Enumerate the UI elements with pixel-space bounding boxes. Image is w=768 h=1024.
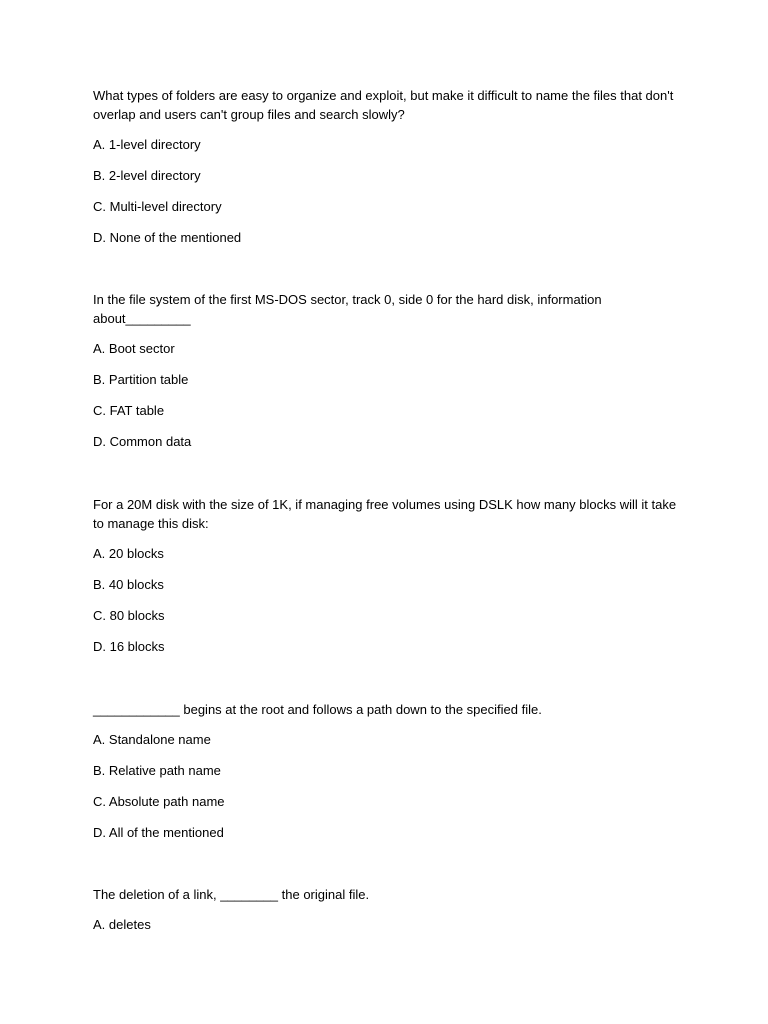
answer-option: D. All of the mentioned — [93, 825, 224, 840]
question-5 — [93, 885, 678, 934]
answer-option: A. 20 blocks — [93, 546, 164, 561]
question-text: The deletion of a link, ________ the original file. — [93, 887, 370, 902]
answer-option: C. Multi-level directory — [93, 199, 222, 214]
question-text: ____________ begins at the root and follows a path down to the specified file. — [93, 702, 542, 717]
question-2 — [93, 290, 678, 451]
answer-option: C. FAT table — [93, 403, 165, 418]
answer-option: D. 16 blocks — [93, 639, 165, 654]
answer-option: D. Common data — [93, 434, 192, 449]
answer-option: B. 2-level directory — [93, 168, 201, 183]
answer-option: B. 40 blocks — [93, 577, 164, 592]
answer-option: C. 80 blocks — [93, 608, 165, 623]
question-1 — [93, 86, 678, 247]
question-text: What types of folders are easy to organize and exploit, but make it difficult to name the files that don't overlap and users can't group files and search slowly? — [93, 88, 674, 122]
answer-option: A. Boot sector — [93, 341, 175, 356]
answer-option: B. Partition table — [93, 372, 189, 387]
answer-option: D. None of the mentioned — [93, 230, 242, 245]
question-3 — [93, 495, 678, 656]
answer-option: A. 1-level directory — [93, 137, 201, 152]
question-text: For a 20M disk with the size of 1K, if managing free volumes using DSLK how many blocks will it take to manage this disk: — [93, 497, 677, 531]
answer-option: B. Relative path name — [93, 763, 221, 778]
answer-option: A. Standalone name — [93, 732, 211, 747]
answer-option: C. Absolute path name — [93, 794, 225, 809]
question-4 — [93, 700, 678, 842]
question-text: In the file system of the first MS-DOS sector, track 0, side 0 for the hard disk, information about_________ — [93, 292, 602, 326]
answer-option: A. deletes — [93, 917, 151, 932]
